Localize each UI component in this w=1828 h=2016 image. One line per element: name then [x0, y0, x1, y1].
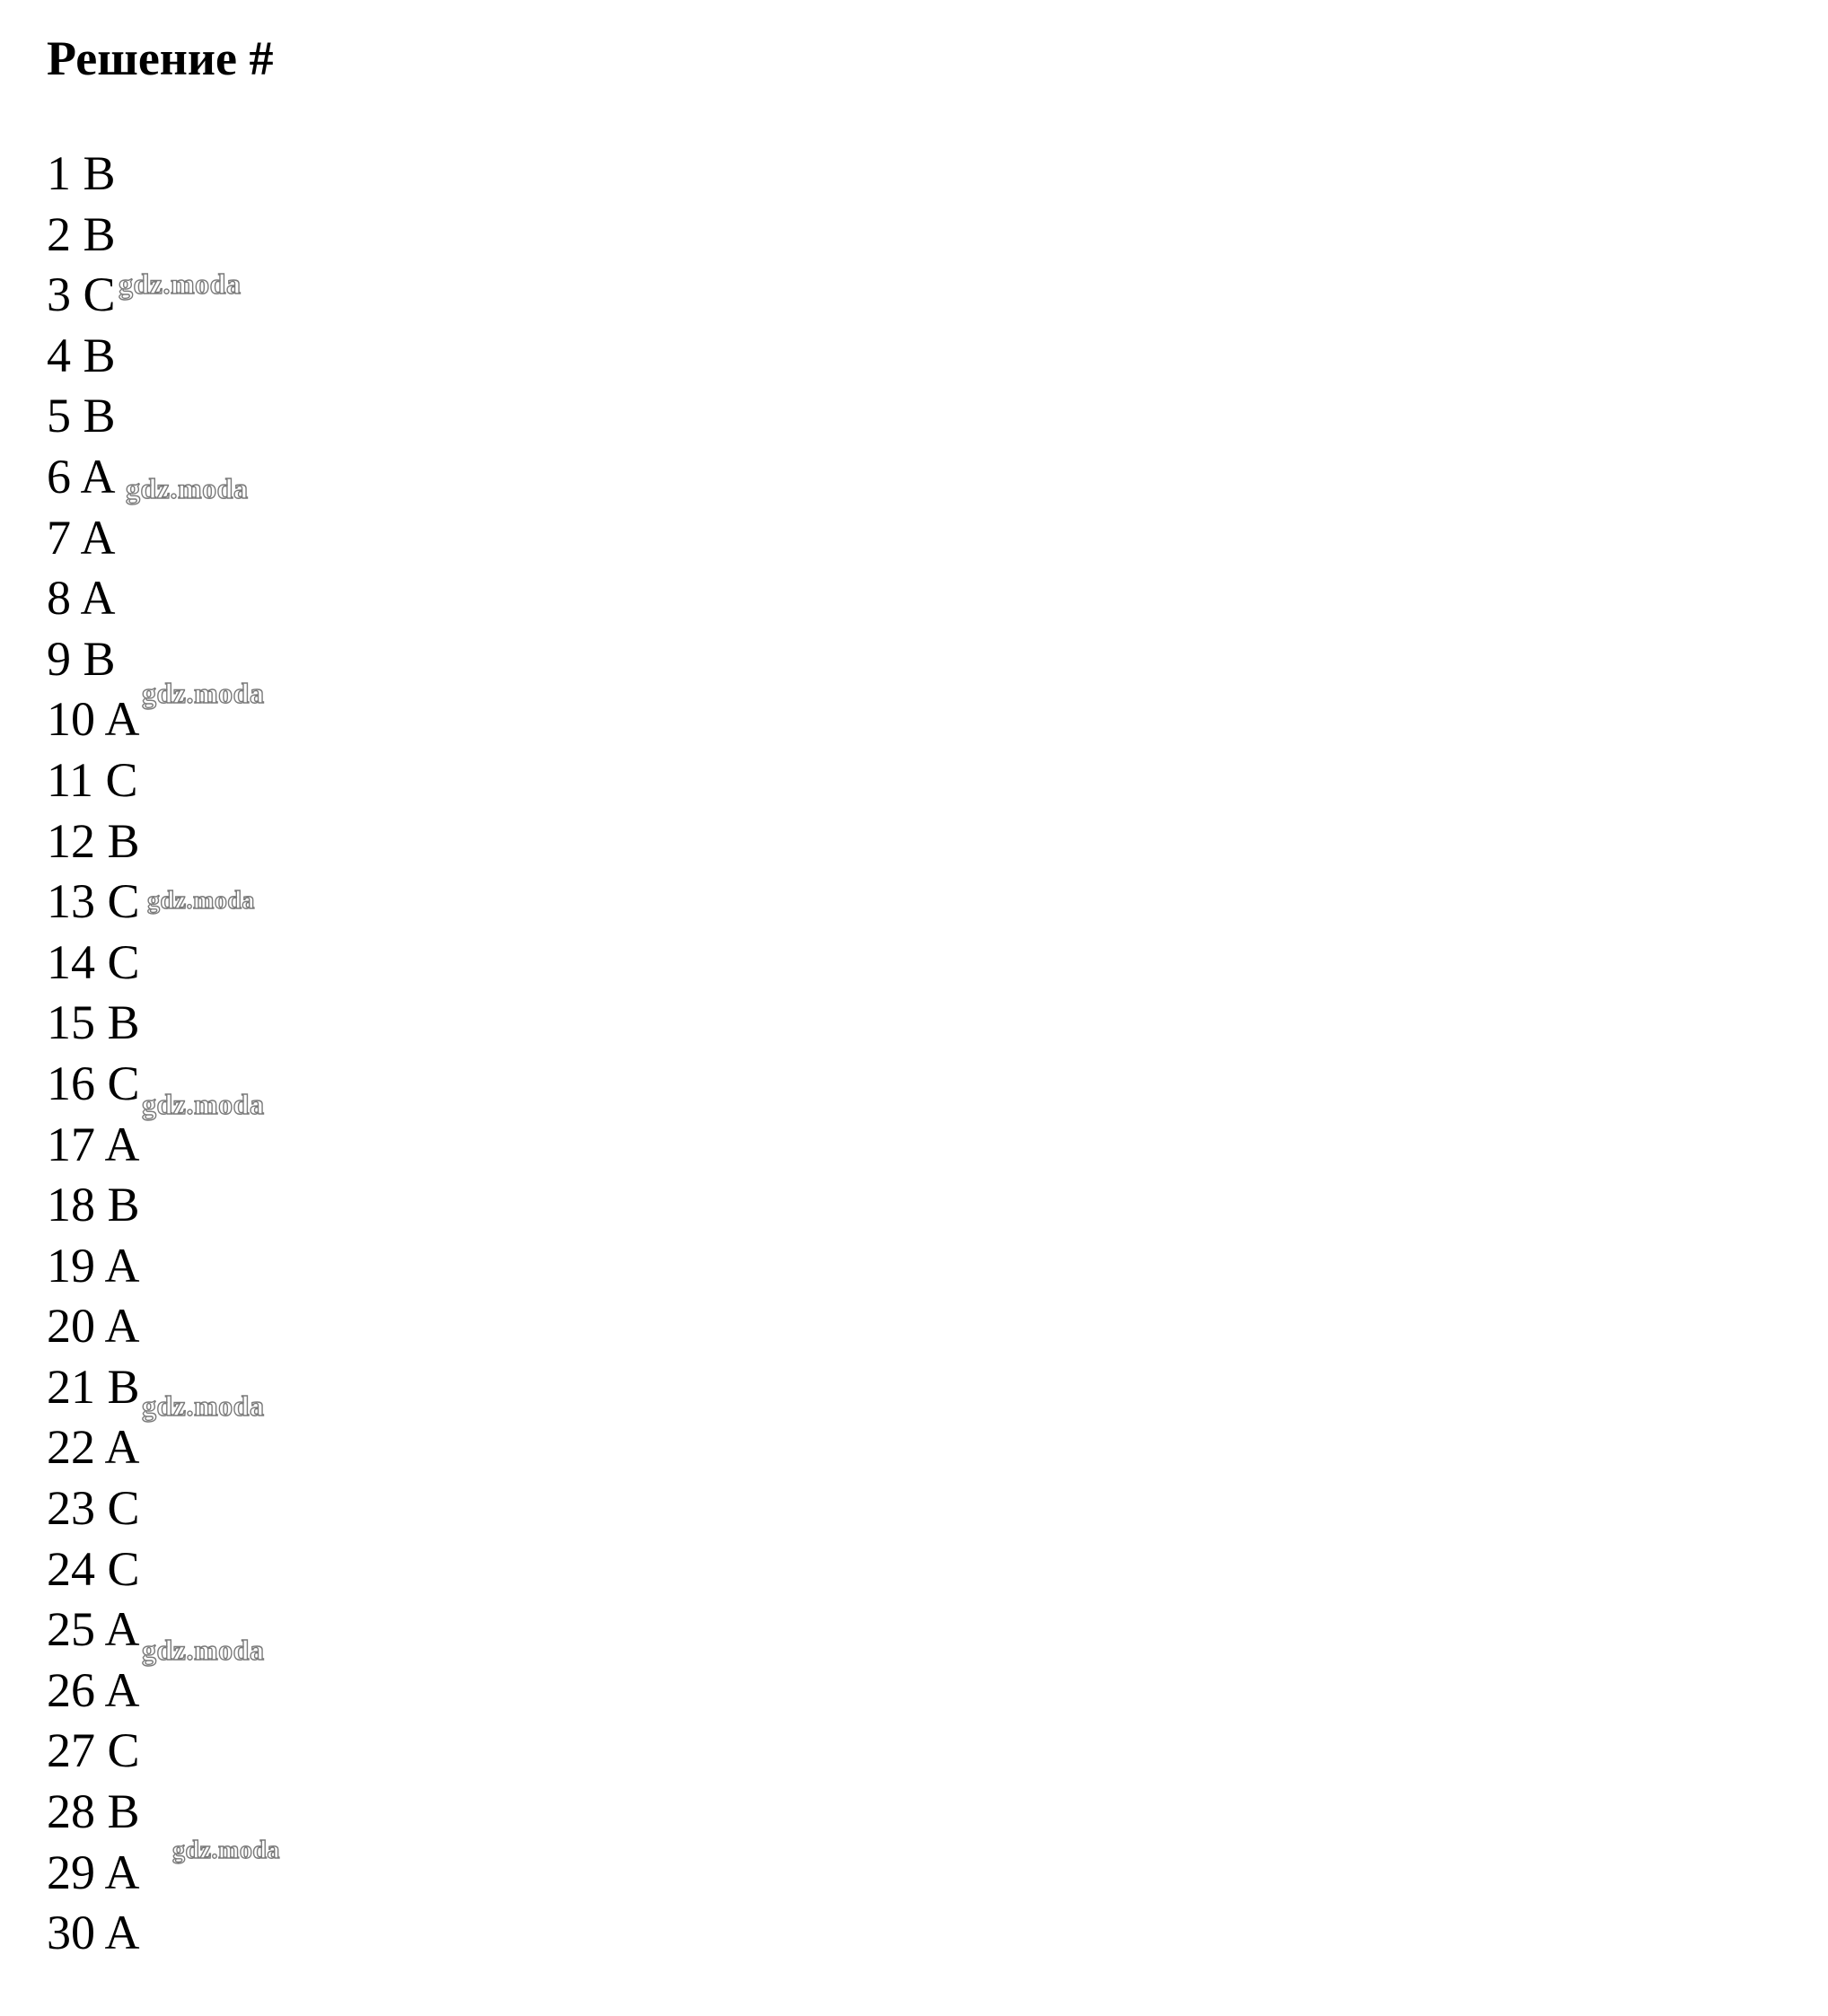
answer-number: 2 [47, 206, 71, 261]
answer-item [47, 326, 585, 387]
answer-letter: A [104, 1420, 140, 1475]
answer-item [47, 386, 585, 447]
answer-item [47, 1236, 585, 1297]
answer-number: 20 [47, 1299, 95, 1354]
answer-item [47, 689, 585, 750]
answer-item [47, 1478, 585, 1539]
answer-item [47, 933, 585, 994]
watermark: gdz.moda [147, 887, 255, 915]
answer-number: 29 [47, 1845, 95, 1899]
answer-item [47, 1721, 585, 1782]
watermark: gdz.moda [142, 1634, 265, 1666]
answer-item [47, 872, 585, 933]
answer-item [47, 1903, 585, 1964]
watermark: gdz.moda [126, 472, 249, 504]
answer-number: 19 [47, 1238, 95, 1293]
answer-letter: A [104, 1299, 140, 1354]
answer-number: 14 [47, 934, 95, 989]
answer-item [47, 1600, 585, 1661]
watermark: gdz.moda [119, 267, 242, 300]
answer-number: 13 [47, 874, 95, 929]
answer-item [47, 750, 585, 811]
answer-letter: A [104, 1602, 140, 1657]
answer-item [47, 1417, 585, 1478]
answer-letter: A [104, 1662, 140, 1717]
answer-letter: C [107, 1481, 140, 1536]
watermark: gdz.moda [142, 1389, 265, 1422]
answer-item [47, 144, 585, 205]
answer-item [47, 1539, 585, 1600]
answer-number: 24 [47, 1541, 95, 1596]
answer-item [47, 1661, 585, 1722]
answer-letter: A [80, 449, 116, 504]
answer-letter: C [83, 267, 116, 322]
answer-number: 4 [47, 328, 71, 382]
answer-letter: B [83, 206, 116, 261]
answer-item [47, 1357, 585, 1422]
answer-item [47, 629, 585, 690]
answer-item [47, 993, 585, 1054]
answer-number: 18 [47, 1178, 95, 1232]
answer-number: 10 [47, 692, 95, 747]
answer-item [47, 1175, 585, 1236]
answer-number: 1 [47, 146, 71, 200]
answer-number: 6 [47, 449, 71, 504]
answer-letter: B [107, 995, 140, 1050]
answer-item [47, 1115, 585, 1176]
answer-letter: B [83, 328, 116, 382]
answer-letter: B [83, 146, 116, 200]
answer-item [47, 1843, 585, 1904]
answer-number: 27 [47, 1723, 95, 1778]
answer-number: 15 [47, 995, 95, 1050]
answer-letter: C [107, 1723, 140, 1778]
answer-letter: A [104, 692, 140, 747]
answer-letter: C [107, 1056, 140, 1110]
watermark: gdz.moda [142, 1088, 265, 1120]
answer-number: 25 [47, 1602, 95, 1657]
answer-number: 16 [47, 1056, 95, 1110]
answer-list [47, 144, 585, 1964]
answer-number: 5 [47, 389, 71, 443]
answer-number: 9 [47, 631, 71, 686]
answer-number: 3 [47, 267, 71, 322]
answer-item [47, 568, 585, 629]
answer-item [47, 1782, 585, 1843]
answer-letter: B [107, 1784, 140, 1839]
answer-number: 30 [47, 1906, 95, 1960]
answer-number: 17 [47, 1117, 95, 1171]
answer-letter: A [104, 1238, 140, 1293]
answer-item [47, 811, 585, 872]
watermark: gdz.moda [172, 1836, 280, 1864]
answer-number: 11 [47, 752, 93, 807]
answer-number: 26 [47, 1662, 95, 1717]
answer-letter: B [83, 389, 116, 443]
answer-letter: A [80, 510, 116, 565]
answer-item [47, 508, 585, 569]
answer-letter: A [104, 1906, 140, 1960]
answer-number: 28 [47, 1784, 95, 1839]
answer-number: 7 [47, 510, 71, 565]
answer-item [47, 205, 585, 266]
answer-letter: B [107, 1178, 140, 1232]
answer-number: 23 [47, 1481, 95, 1536]
answer-item [47, 1296, 585, 1357]
answer-letter: C [107, 1541, 140, 1596]
answer-letter: B [83, 631, 116, 686]
page-title: Решение # [47, 31, 274, 85]
answer-letter: A [80, 571, 116, 626]
answer-number: 21 [47, 1359, 95, 1414]
answer-number: 8 [47, 571, 71, 626]
watermark: gdz.moda [142, 677, 265, 709]
answer-letter: A [104, 1117, 140, 1171]
answer-letter: B [107, 1359, 140, 1414]
answer-number: 22 [47, 1420, 95, 1475]
answer-letter: A [104, 1845, 140, 1899]
answer-letter: C [105, 752, 138, 807]
answer-number: 12 [47, 813, 95, 868]
answer-letter: C [107, 934, 140, 989]
answer-item [47, 1054, 585, 1115]
answer-letter: C [107, 874, 140, 929]
answer-letter: B [107, 813, 140, 868]
